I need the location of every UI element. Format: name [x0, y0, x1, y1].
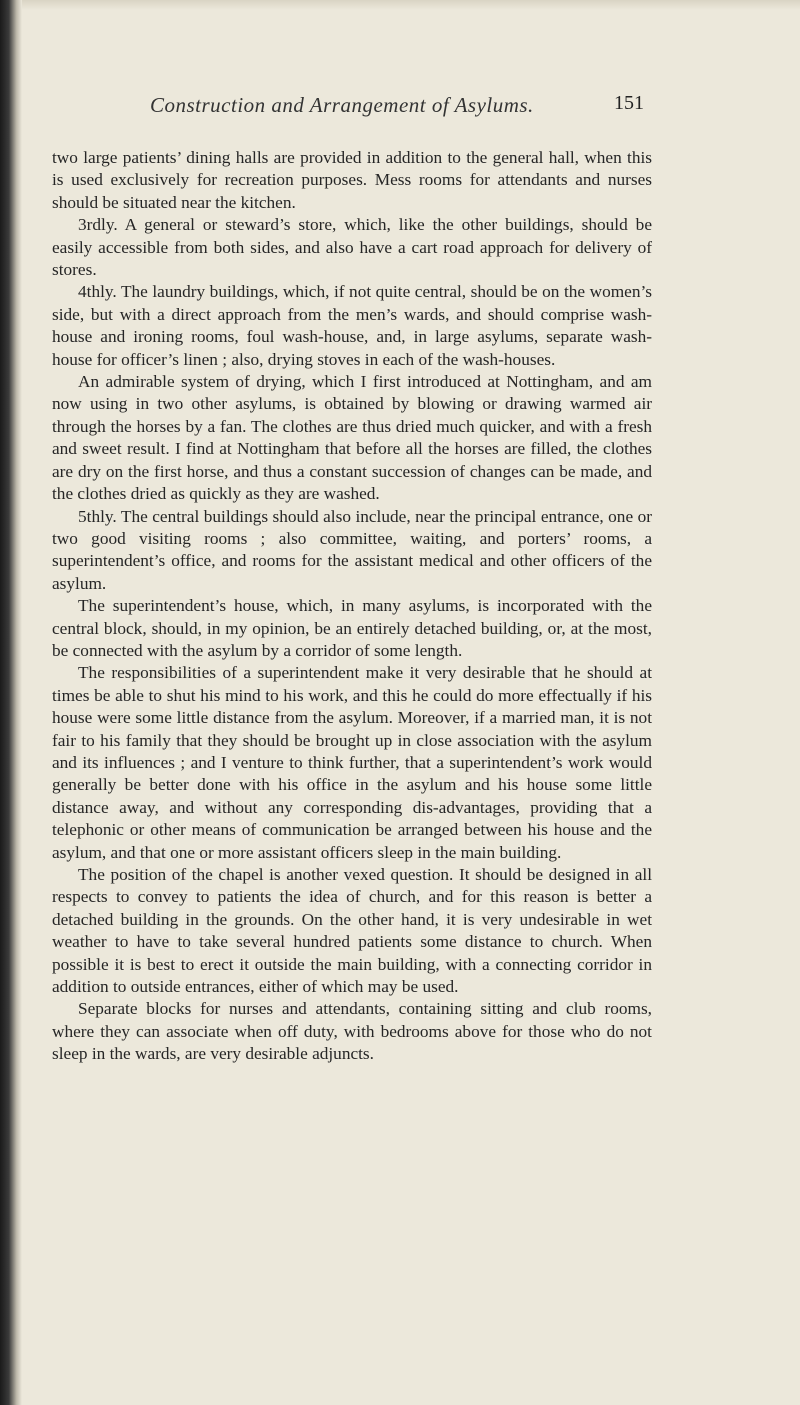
paragraph-laundry: 4thly. The laundry buildings, which, if not quite central, should be on the women’s side, but with a direct approach from the men’s wards, and should comprise wash-house and ironing rooms, foul wash-house, and, in large asylums, separate wash-house for officer’s linen ; also, drying stoves in each of the wash-houses. [52, 282, 652, 369]
book-binding-shadow [0, 0, 22, 1405]
page-top-edge [0, 0, 800, 10]
paragraph-continued: two large patients’ dining halls are provided in addition to the general hall, when this is used exclusively for recreation purposes. Mess rooms for attendants and nurses should be situated near the kitchen. [52, 148, 652, 212]
paragraph-separate-blocks: Separate blocks for nurses and attendants, containing sitting and club rooms, where they can associate when off duty, with bedrooms above for those who do not sleep in the wards, are very desirable adjuncts. [52, 999, 652, 1064]
running-title: Construction and Arrangement of Asylums. [150, 93, 534, 117]
body-text [52, 147, 652, 1066]
paragraph-responsibilities: The responsibilities of a superintendent make it very desirable that he should at times be able to shut his mind to his work, and this he could do more effectually if his house were some little distance from the asylum. Moreover, if a married man, it is not fair to his family that they should be brought up in close association with the asylum and its influences ; and I venture to think further, that a superintendent’s work would generally be better done with his office in the asylum and his house some little distance away, and without any corresponding dis-advantages, providing that a telephonic or other means of communication be arranged between his house and the asylum, and that one or more assistant officers sleep in the main building. [52, 663, 652, 862]
page-number: 151 [614, 92, 644, 114]
page-header [0, 93, 800, 119]
paragraph-stores: 3rdly. A general or steward’s store, which, like the other buildings, should be easily accessible from both sides, and also have a cart road approach for delivery of stores. [52, 215, 652, 280]
paragraph-central-buildings: 5thly. The central buildings should also include, near the principal entrance, one or two good visiting rooms ; also committee, waiting, and porters’ rooms, a superintendent’s office, and rooms for the assistant medical and other officers of the asylum. [52, 506, 652, 593]
paragraph-drying-system: An admirable system of drying, which I first introduced at Nottingham, and am now using in two other asylums, is obtained by blowing or drawing warmed air through the horses by a fan. The clothes are thus dried much quicker, and with a fresh and sweet result. I find at Nottingham that before all the horses are filled, the clothes are dry on the first horse, and thus a constant succession of changes can be made, and the clothes dried as quickly as they are washed. [52, 372, 652, 504]
paragraph-superintendent-house: The superintendent’s house, which, in many asylums, is incorporated with the central block, should, in my opinion, be an entirely detached building, or, at the most, be connected with the asylum by a corridor of some length. [52, 596, 652, 660]
paragraph-chapel: The position of the chapel is another vexed question. It should be designed in all respects to convey to patients the idea of church, and for this reason is better a detached building in the grounds. On the other hand, it is very undesirable in wet weather to have to take several hundred patients some distance to church. When possible it is best to erect it outside the main building, with a connecting corridor in addition to outside entrances, either of which may be used. [52, 865, 652, 997]
